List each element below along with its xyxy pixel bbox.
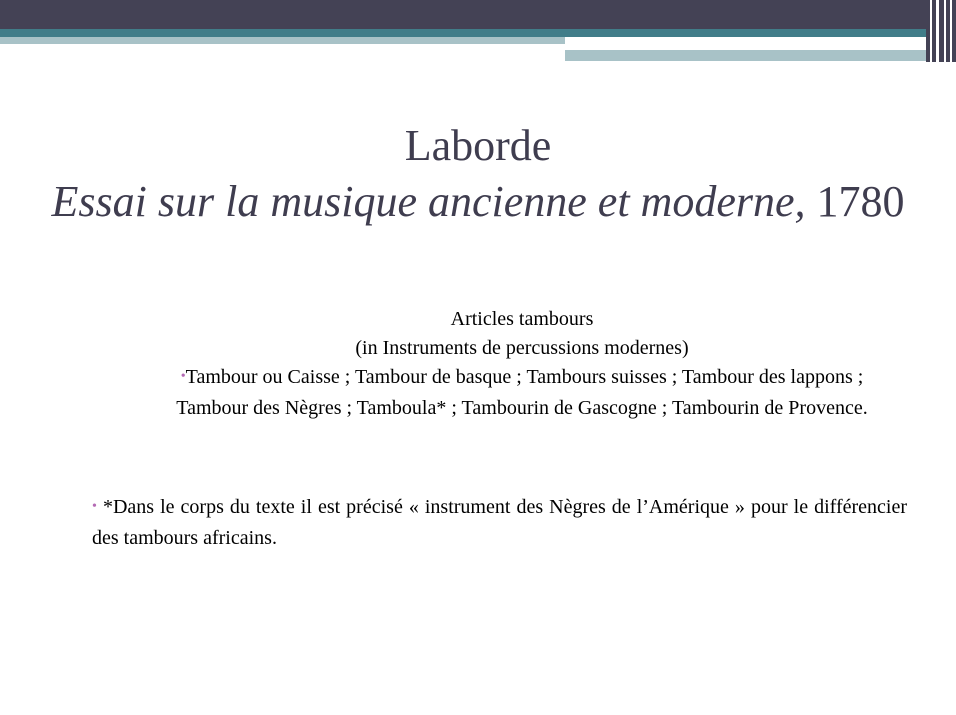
footnote-text: *Dans le corps du texte il est précisé « instrument des Nègres de l’Amérique » pour le différencier des tambours africains.	[92, 496, 908, 549]
header-teal-band	[0, 29, 956, 37]
articles-subheading: (in Instruments de percussions modernes)	[355, 337, 689, 359]
header-white-line	[565, 46, 885, 48]
bullet-icon: •	[180, 369, 186, 384]
title-work-name: Essai sur la musique ancienne et moderne,	[51, 177, 806, 226]
header-vertical-stripes	[926, 0, 956, 62]
bullet-icon: •	[92, 499, 97, 514]
header-light-band-right	[565, 50, 940, 61]
header-dark-band	[0, 0, 956, 29]
header-light-band-left	[0, 37, 565, 44]
articles-block	[160, 305, 884, 423]
title-year: 1780	[805, 177, 905, 226]
articles-heading: Articles tambours	[450, 308, 594, 330]
slide-title	[0, 118, 956, 230]
title-work	[0, 174, 956, 230]
articles-list	[160, 363, 884, 423]
footnote-paragraph	[92, 493, 907, 553]
articles-list-text: Tambour ou Caisse ; Tambour de basque ; Tambours suisses ; Tambour des lappons ; Tambour des Nègres ; Tamboula* ; Tambourin de Gascogne ; Tambourin de Provence.	[176, 366, 868, 419]
title-author: Laborde	[404, 121, 552, 170]
